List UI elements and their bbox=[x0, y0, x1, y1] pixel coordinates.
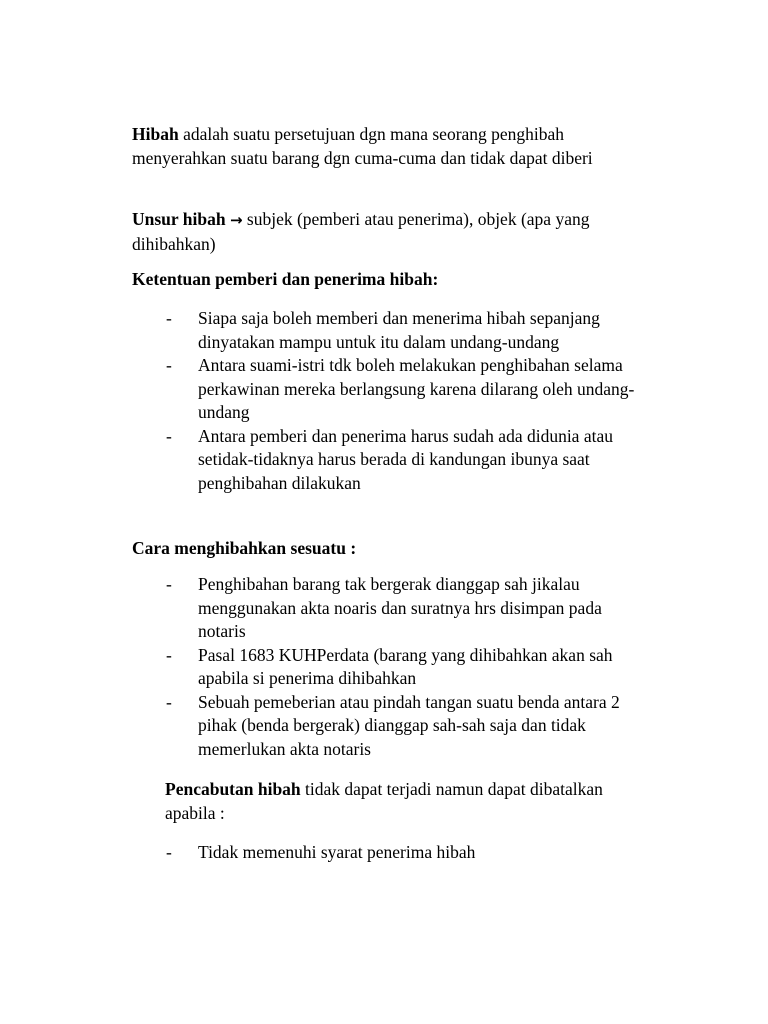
heading-cara: Cara menghibahkan sesuatu : bbox=[132, 538, 357, 558]
unsur-hibah-term: Unsur hibah bbox=[132, 209, 226, 229]
dash-bullet: - bbox=[166, 691, 172, 712]
unsur-hibah-text: subjek (pemberi atau penerima), objek (apa yang dihibahkan) bbox=[132, 209, 590, 254]
pencabutan-hibah bbox=[165, 778, 645, 825]
dash-bullet: - bbox=[166, 308, 172, 328]
dash-bullet: - bbox=[166, 425, 172, 446]
hibah-definition bbox=[132, 123, 652, 170]
unsur-hibah bbox=[132, 208, 652, 256]
list-item: - Antara pemberi dan penerima harus sudah ada didunia atau setidak-tidaknya harus berada di kandungan ibunya saat penghibahan dilakukan bbox=[166, 425, 613, 493]
dash-bullet: - bbox=[166, 644, 172, 665]
list-item: - Pasal 1683 KUHPerdata (barang yang dihibahkan akan sah apabila si penerima dihibahkan bbox=[166, 644, 613, 688]
list-item: - Antara suami-istri tdk boleh melakukan penghibahan selama perkawinan mereka berlangsung karena dilarang oleh undang-undang bbox=[166, 355, 635, 422]
heading-ketentuan: Ketentuan pemberi dan penerima hibah: bbox=[132, 269, 439, 289]
ketentuan-list bbox=[132, 307, 652, 495]
arrow-right-icon: → bbox=[229, 211, 243, 229]
list-item: - Siapa saja boleh memberi dan menerima hibah sepanjang dinyatakan mampu untuk itu dalam undang-undang bbox=[166, 308, 600, 352]
pencabutan-text: tidak dapat terjadi namun dapat dibatalkan apabila : bbox=[165, 779, 603, 823]
dash-bullet: - bbox=[166, 355, 172, 375]
pencabutan-term: Pencabutan hibah bbox=[165, 779, 301, 799]
cara-list bbox=[132, 573, 652, 761]
list-item: - Tidak memenuhi syarat penerima hibah bbox=[132, 841, 652, 865]
list-item: - Penghibahan barang tak bergerak dianggap sah jikalau menggunakan akta noaris dan suratnya hrs disimpan pada notaris bbox=[166, 574, 602, 641]
pencabutan-list bbox=[132, 841, 652, 865]
dash-bullet: - bbox=[166, 574, 172, 594]
dash-bullet: - bbox=[166, 842, 172, 862]
hibah-definition-text: adalah suatu persetujuan dgn mana seorang penghibah menyerahkan suatu barang dgn cuma-cuma dan tidak dapat diberi bbox=[132, 124, 593, 168]
list-item: - Sebuah pemeberian atau pindah tangan suatu benda antara 2 pihak (benda bergerak) dianggap sah-sah saja dan tidak memerlukan akta notaris bbox=[166, 691, 620, 759]
hibah-term: Hibah bbox=[132, 124, 179, 144]
